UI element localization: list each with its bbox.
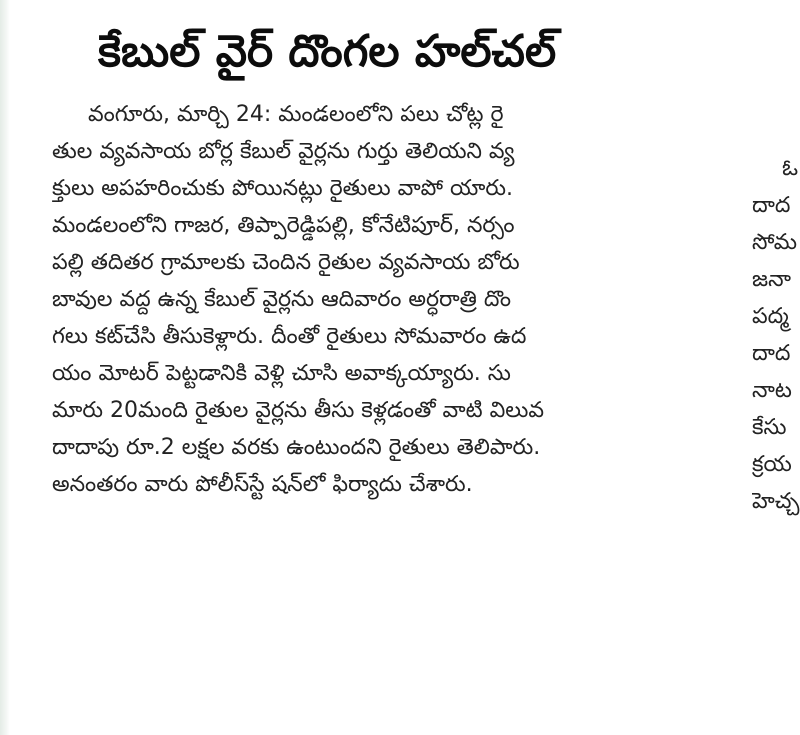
- adjacent-column-fragment: నాట: [752, 378, 792, 403]
- adjacent-column-fragment: దాద: [752, 193, 791, 218]
- adjacent-column-fragment: హెచ్చ: [752, 489, 800, 514]
- article-line: యం మోటర్ పెట్టడానికి వెళ్లి చూసి అవాక్కయ్యారు. సు: [52, 361, 511, 386]
- article-line: బావుల వద్ద ఉన్న కేబుల్ వైర్లను ఆదివారం అర్ధరాత్రి దొం: [52, 287, 512, 312]
- article-line: అనంతరం వారు పోలీస్‌స్టే షన్‌లో ఫిర్యాదు చేశారు.: [52, 472, 473, 497]
- article-headline: కేబుల్ వైర్ దొంగల హల్‌చల్: [98, 26, 557, 77]
- adjacent-column-fragment: ఓ: [782, 156, 799, 181]
- article-line: మారు 20మంది రైతుల వైర్లను తీసు కెళ్లడంతో వాటి విలువ: [52, 398, 545, 423]
- article-line: వంగూరు, మార్చి 24: మండలంలోని పలు చోట్ల రై: [88, 102, 504, 127]
- adjacent-article-column: [752, 150, 800, 610]
- article-line: గలు కట్‌చేసి తీసుకెళ్లారు. దీంతో రైతులు సోమవారం ఉద: [52, 324, 527, 349]
- adjacent-column-fragment: సోమ: [752, 230, 797, 255]
- article-line: క్తులు అపహరించుకు పోయినట్లు రైతులు వాపో యారు.: [52, 176, 514, 201]
- article-line: పల్లి తదితర గ్రామాలకు చెందిన రైతుల వ్యవసాయ బోరు: [52, 250, 520, 275]
- adjacent-column-fragment: పద్మ: [752, 304, 789, 329]
- article-body: [52, 96, 712, 503]
- adjacent-column-fragment: జనా: [752, 267, 791, 292]
- article-line: దాదాపు రూ.2 లక్షల వరకు ఉంటుందని రైతులు తెలిపారు.: [52, 435, 541, 460]
- adjacent-column-fragment: కేసు: [752, 415, 787, 440]
- article-line: మండలంలోని గాజర, తిప్పారెడ్డిపల్లి, కోనేటిపూర్, నర్సం: [52, 213, 515, 238]
- adjacent-column-fragment: క్రయ: [752, 452, 792, 477]
- article-line: తుల వ్యవసాయ బోర్ల కేబుల్ వైర్లను గుర్తు తెలియని వ్య: [52, 139, 515, 164]
- adjacent-column-fragment: దాద: [752, 341, 791, 366]
- left-margin-strip: [0, 0, 10, 735]
